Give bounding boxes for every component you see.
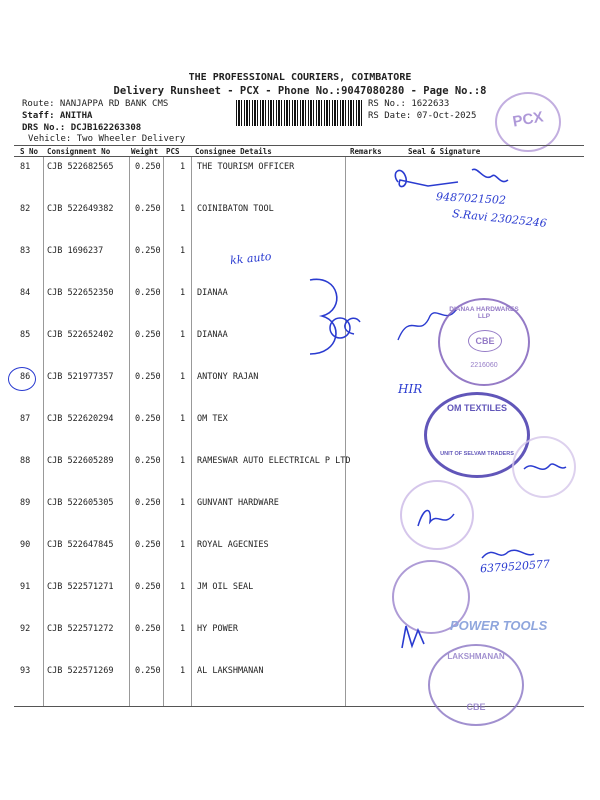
row90-phone-handwritten: 6379520577 [479,557,551,576]
pcx-stamp-text: PCX [511,108,545,131]
cell-consignment: CJB 522620294 [47,414,114,424]
rs-date: RS Date: 07-Oct-2025 [368,111,477,121]
drs-number: DRS No.: DCJB162263308 [22,123,142,133]
cell-pcs: 1 [180,456,186,466]
cell-consignment: CJB 522571269 [47,666,114,676]
cell-sno: 83 [20,246,31,256]
col-consignment: Consignment No [47,147,111,156]
row81-signature [388,162,528,212]
power-tools-stamp: POWER TOOLS [450,618,548,633]
cell-sno: 93 [20,666,31,676]
route-label: Route: NANJAPPA RD BANK CMS [22,99,169,109]
dianaa-stamp-phone: 2216060 [470,362,498,369]
cell-pcs: 1 [180,582,186,592]
row88-signature [520,455,570,481]
cell-weight: 0.250 [135,414,161,424]
cell-pcs: 1 [180,372,186,382]
cell-consignee: JM OIL SEAL [197,582,254,592]
cell-weight: 0.250 [135,624,161,634]
row82-name-handwritten: S.Ravi 23025246 [451,207,548,230]
cell-consignee: OM TEX [197,414,228,424]
dianaa-stamp-city: CBE [468,330,502,352]
runsheet-title: Delivery Runsheet - PCX - Phone No.:9047080280 - Page No.:8 [113,85,487,97]
cell-sno: 90 [20,540,31,550]
cell-consignment: CJB 522571272 [47,624,114,634]
dianaa-stamp-name: DIANAA HARDWARES LLP [449,306,519,320]
cell-weight: 0.250 [135,246,161,256]
cell-consignment: CJB 522605305 [47,498,114,508]
cell-consignee: COINIBATON TOOL [197,204,274,214]
vehicle-label: Vehicle: Two Wheeler Delivery [28,134,186,144]
cell-sno: 89 [20,498,31,508]
cell-consignment: CJB 521977357 [47,372,114,382]
cell-pcs: 1 [180,246,186,256]
cell-weight: 0.250 [135,372,161,382]
cell-pcs: 1 [180,330,186,340]
grid-line [129,157,130,707]
cell-consignee: AL LAKSHMANAN [197,666,264,676]
row84-signature [300,270,460,360]
cell-consignment: CJB 522647845 [47,540,114,550]
staff-label: Staff: ANITHA [22,111,93,121]
cell-weight: 0.250 [135,498,161,508]
cell-pcs: 1 [180,540,186,550]
row86-circle-mark [8,367,36,391]
cell-weight: 0.250 [135,540,161,550]
cell-consignment: CJB 522682565 [47,162,114,172]
grid-line [163,157,164,707]
cell-pcs: 1 [180,666,186,676]
om-textiles-stamp-unit: UNIT OF SELVAM TRADERS [440,451,514,457]
cell-sno: 82 [20,204,31,214]
col-sno: S No [20,147,39,156]
grid-line [43,157,44,707]
cell-consignee: ANTONY RAJAN [197,372,259,382]
col-remarks: Remarks [350,147,382,156]
cell-consignee: DIANAA [197,330,228,340]
cell-consignment: CJB 522571271 [47,582,114,592]
cell-pcs: 1 [180,162,186,172]
table-top-border [14,145,584,146]
lakshmanan-stamp [428,644,524,726]
row86-note-handwritten: HIR [398,382,423,396]
om-textiles-stamp-name: OM TEXTILES [446,403,507,413]
cell-sno: 87 [20,414,31,424]
cell-consignee: THE TOURISM OFFICER [197,162,295,172]
cell-pcs: 1 [180,288,186,298]
cell-sno: 81 [20,162,31,172]
cell-weight: 0.250 [135,162,161,172]
cell-sno: 91 [20,582,31,592]
cell-consignment: CJB 522605289 [47,456,114,466]
row92-signature [398,622,432,652]
cell-sno: 92 [20,624,31,634]
company-title: THE PROFESSIONAL COURIERS, COIMBATORE [188,72,412,83]
row89-signature [414,502,464,532]
col-pcs: PCS [166,147,180,156]
barcode [236,100,364,126]
cell-consignee: RAMESWAR AUTO ELECTRICAL P LTD [197,456,351,466]
lakshmanan-stamp-city: CBE [466,702,486,712]
row83-note-handwritten: kk auto [229,249,273,268]
header-bottom-border [14,156,584,157]
cell-weight: 0.250 [135,330,161,340]
col-seal: Seal & Signature [408,147,481,156]
col-weight: Weight [131,147,159,156]
row82-phone-handwritten: 9487021502 [435,190,507,207]
cell-pcs: 1 [180,624,186,634]
cell-weight: 0.250 [135,288,161,298]
dianaa-hardwares-stamp [438,298,530,386]
cell-consignee: ROYAL AGECNIES [197,540,269,550]
cell-consignee: DIANAA [197,288,228,298]
lakshmanan-stamp-name: LAKSHMANAN [447,652,505,661]
cell-sno: 86 [20,372,31,382]
cell-sno: 84 [20,288,31,298]
cell-consignment: CJB 1696237 [47,246,104,256]
cell-consignment: CJB 522652402 [47,330,114,340]
cell-weight: 0.250 [135,582,161,592]
cell-pcs: 1 [180,204,186,214]
cell-sno: 85 [20,330,31,340]
cell-weight: 0.250 [135,204,161,214]
grid-line [191,157,192,707]
cell-sno: 88 [20,456,31,466]
pcx-stamp [495,92,561,152]
cell-weight: 0.250 [135,456,161,466]
cell-consignment: CJB 522652350 [47,288,114,298]
cell-weight: 0.250 [135,666,161,676]
cell-pcs: 1 [180,414,186,424]
col-consignee: Consignee Details [195,147,272,156]
rs-number: RS No.: 1622633 [368,99,450,109]
cell-consignee: HY POWER [197,624,238,634]
grid-line [345,157,346,707]
cell-consignment: CJB 522649382 [47,204,114,214]
cell-consignee: GUNVANT HARDWARE [197,498,279,508]
cell-pcs: 1 [180,498,186,508]
